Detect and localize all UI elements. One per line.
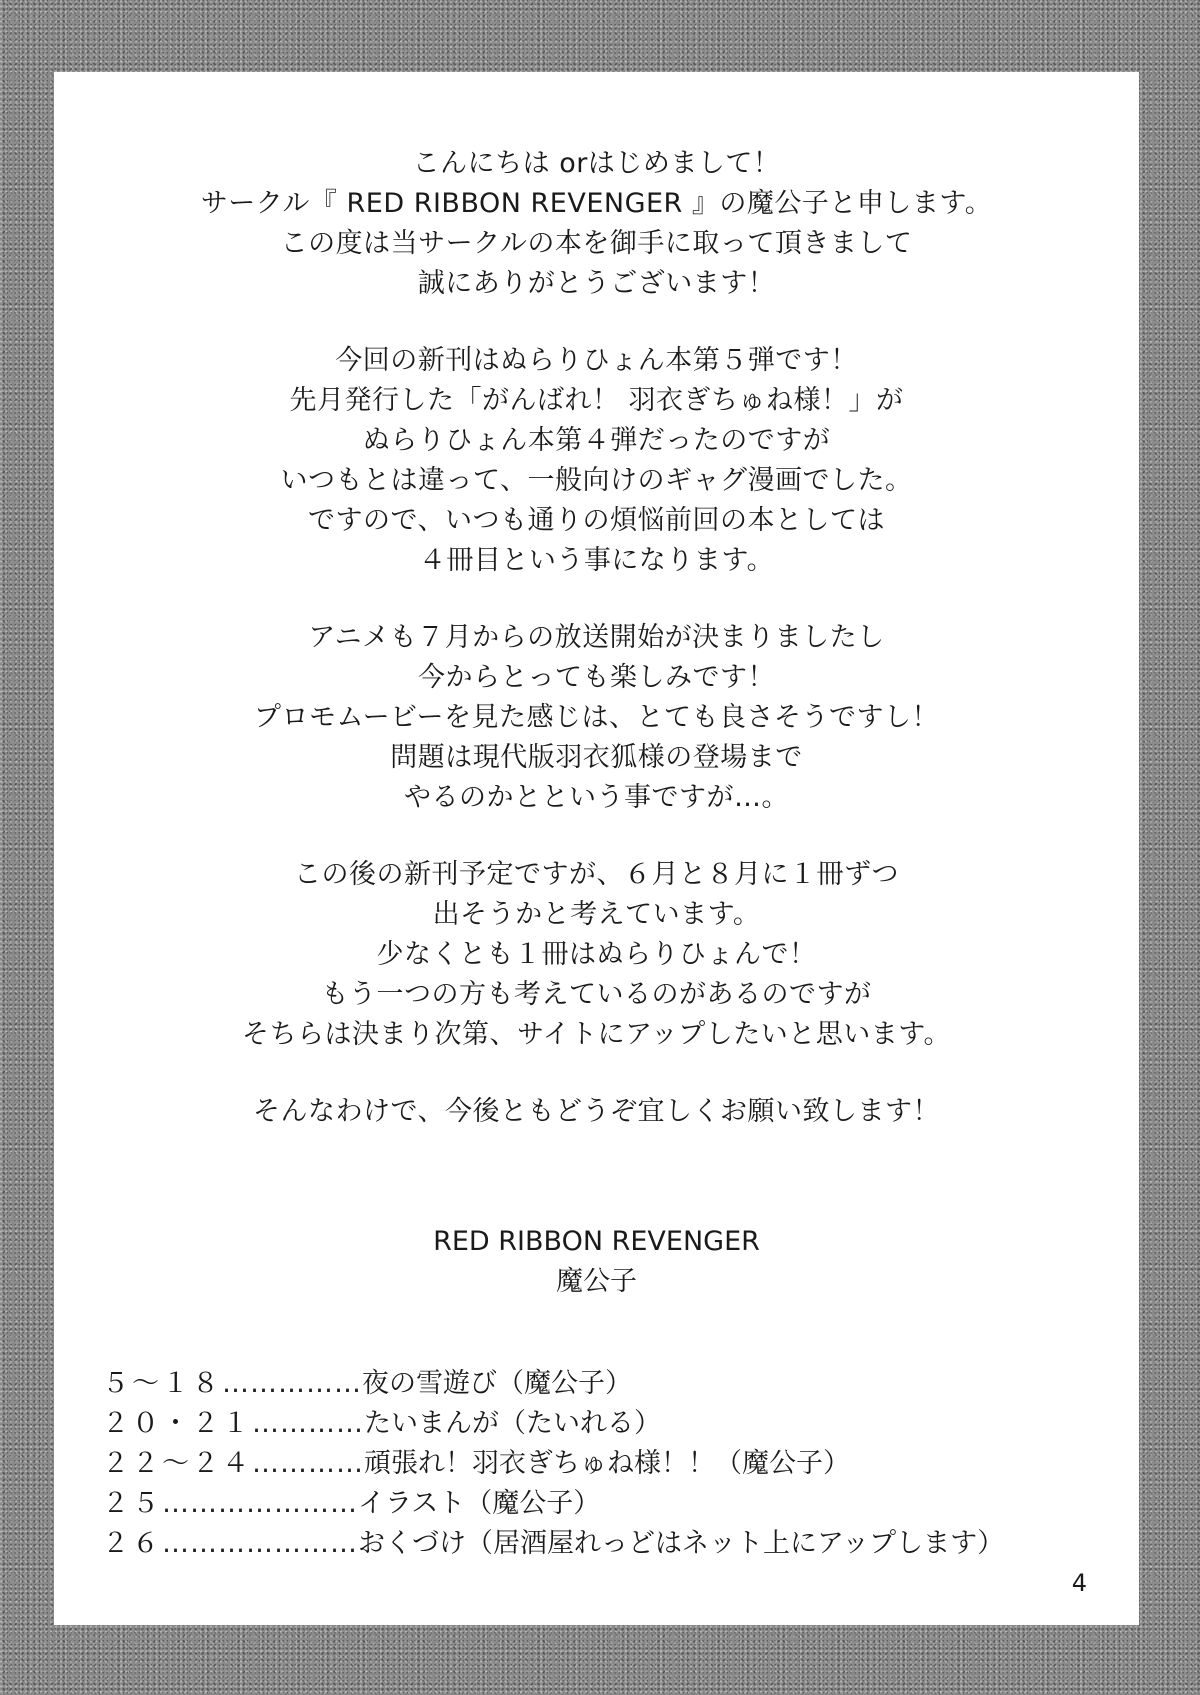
paragraph	[54, 1092, 1139, 1132]
toc-title: 頑張れ！羽衣ぎちゅね様！！（魔公子）	[364, 1448, 850, 1479]
toc-entry	[102, 1364, 1122, 1404]
text-line: もう一つの方も考えているのがあるのですが	[321, 979, 872, 1010]
text-line: 問題は現代版羽衣狐様の登場まで	[390, 742, 803, 773]
text-line: そちらは決まり次第、サイトにアップしたいと思います。	[241, 1019, 952, 1050]
toc-pages: ２２～２４	[102, 1448, 252, 1479]
text-line: この後の新刊予定ですが、６月と８月に１冊ずつ	[294, 859, 899, 890]
text-line: いつもとは違って、一般向けのギャグ漫画でした。	[280, 465, 913, 496]
signature	[54, 1222, 1139, 1302]
text-line: ですので、いつも通りの煩悩前回の本としては	[308, 505, 885, 536]
text-line: ぬらりひょん本第４弾だったのですが	[362, 425, 831, 456]
toc-entry	[102, 1524, 1122, 1564]
paragraph	[54, 341, 1139, 581]
circle-name: RED RIBBON REVENGER	[433, 1226, 760, 1257]
text-line: やるのかとという事ですが…。	[404, 782, 789, 813]
text-line: アニメも７月からの放送開始が決まりましたし	[308, 622, 885, 653]
paragraph	[54, 855, 1139, 1055]
text-line: 出そうかと考えています。	[432, 899, 761, 930]
text-line: ４冊目という事になります。	[418, 545, 775, 576]
toc-title: 夜の雪遊び（魔公子）	[362, 1368, 632, 1399]
afterword-letter	[54, 144, 1139, 1169]
toc-leader: ……………	[222, 1368, 362, 1399]
text-line: 少なくとも１冊はぬらりひょんで！	[376, 939, 817, 970]
text-line: 誠にありがとうございます！	[417, 268, 776, 299]
paragraph	[54, 618, 1139, 818]
toc-pages: ２５	[102, 1488, 162, 1519]
document-page	[54, 72, 1139, 1625]
text-line: 今からとっても楽しみです！	[418, 662, 775, 693]
toc-leader: …………	[252, 1448, 364, 1479]
text-line: 先月発行した「がんばれ！ 羽衣ぎちゅね様！」が	[289, 385, 904, 416]
toc-entry	[102, 1444, 1122, 1484]
text-line: 今回の新刊はぬらりひょん本第５弾です！	[335, 345, 858, 376]
text-line: サークル『 RED RIBBON REVENGER 』の魔公子と申します。	[200, 188, 993, 219]
toc-pages: ２０・２１	[102, 1408, 252, 1439]
toc-leader: …………	[252, 1408, 364, 1439]
toc-title: たいまんが（たいれる）	[364, 1408, 661, 1439]
page-number: 4	[1071, 1569, 1087, 1597]
toc-entry	[102, 1484, 1122, 1524]
toc-title: おくづけ（居酒屋れっどはネット上にアップします）	[358, 1528, 1005, 1559]
author-name: 魔公子	[556, 1266, 637, 1297]
text-line: プロモムービーを見た感じは、とても良さそうですし！	[253, 702, 940, 733]
toc-pages: ２６	[102, 1528, 162, 1559]
text-line: この度は当サークルの本を御手に取って頂きまして	[280, 228, 913, 259]
toc-leader: …………………	[162, 1528, 358, 1559]
text-line: そんなわけで、今後ともどうぞ宜しくお願い致します！	[253, 1096, 940, 1127]
toc-entry	[102, 1404, 1122, 1444]
table-of-contents	[102, 1364, 1122, 1564]
toc-pages: ５～１８	[102, 1368, 222, 1399]
text-line: こんにちは orはじめまして！	[412, 148, 781, 179]
paragraph	[54, 144, 1139, 304]
toc-title: イラスト（魔公子）	[358, 1488, 601, 1519]
toc-leader: …………………	[162, 1488, 358, 1519]
